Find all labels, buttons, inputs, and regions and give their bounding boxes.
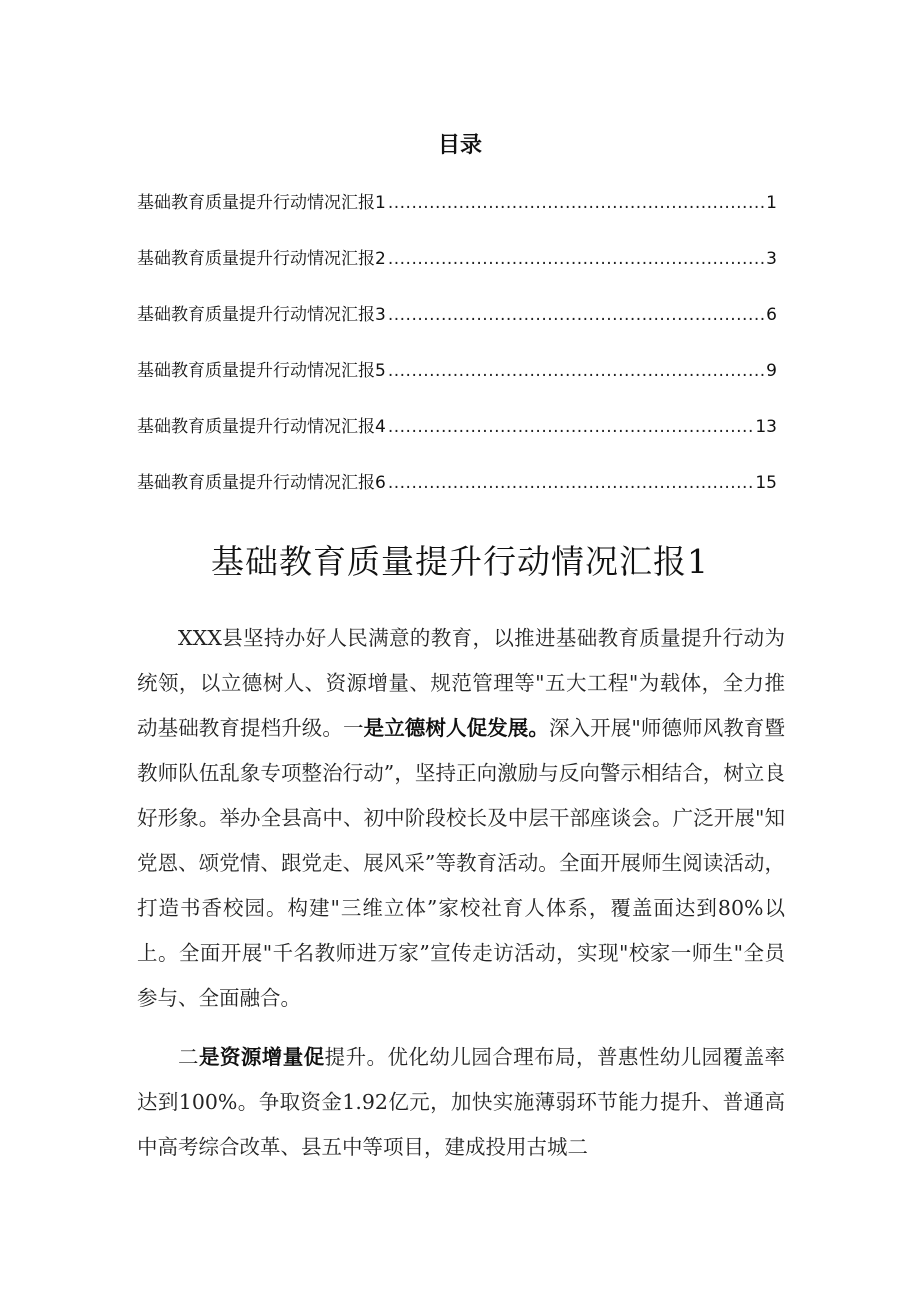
toc-leader-dots	[388, 410, 754, 444]
toc-entry[interactable]	[137, 354, 777, 410]
paragraph-text: 提升。优化幼儿园合理布局，普惠性幼儿园覆盖率达到100%。争取资金1.92亿元，加快实施薄弱环节能力提升、普通高中高考综合改革、县五中等项目，建成投用古城二	[137, 1045, 786, 1159]
toc-entry-title: 基础教育质量提升行动情况汇报2	[137, 249, 386, 269]
body-paragraph	[137, 1035, 785, 1170]
document-body	[137, 616, 785, 1184]
bold-subheading: 是立德树人促发展。	[363, 716, 549, 740]
toc-leader-dots	[388, 242, 764, 276]
bold-subheading: 是资源增量促	[198, 1045, 325, 1069]
toc-leader-dots	[388, 466, 754, 500]
toc-entry-title: 基础教育质量提升行动情况汇报6	[137, 473, 386, 493]
paragraph-text: XXX县坚持办好人民满意的教育，以推进基础教育质量提升行动为统领，以立德树人、资源增量、规范管理等"五大工程"为载体，全力推动基础教育提档升级。一	[137, 626, 785, 740]
toc-leader-dots	[388, 298, 764, 332]
toc-entry-page: 9	[766, 361, 777, 381]
paragraph-text: 深入开展"师德师风教育暨教师队伍乱象专项整治行动”，坚持正向激励与反向警示相结合，树立良好形象。举办全县高中、初中阶段校长及中层干部座谈会。广泛开展"知党恩、颂党情、跟党走、展风采”等教育活动。全面开展师生阅读活动，打造书香校园。构建"三维立体”家校社育人体系，覆盖面达到80%以上。全面开展"千名教师进万家”宣传走访活动，实现"校家一师生"全员参与、全面融合。	[137, 716, 785, 1010]
toc-entry-page: 1	[766, 193, 777, 213]
toc-list	[137, 186, 777, 522]
toc-entry-page: 6	[766, 305, 777, 325]
toc-entry[interactable]	[137, 298, 777, 354]
toc-entry[interactable]	[137, 466, 777, 522]
body-paragraph	[137, 616, 785, 1021]
toc-entry[interactable]	[137, 242, 777, 298]
document-title: 基础教育质量提升行动情况汇报1	[211, 542, 709, 581]
toc-entry-title: 基础教育质量提升行动情况汇报3	[137, 305, 386, 325]
toc-entry-page: 3	[766, 249, 777, 269]
toc-entry-title: 基础教育质量提升行动情况汇报1	[137, 193, 386, 213]
toc-leader-dots	[388, 354, 764, 388]
toc-entry[interactable]	[137, 410, 777, 466]
toc-leader-dots	[388, 186, 764, 220]
toc-entry[interactable]	[137, 186, 777, 242]
toc-entry-page: 15	[755, 473, 777, 493]
toc-entry-title: 基础教育质量提升行动情况汇报4	[137, 417, 386, 437]
toc-entry-page: 13	[755, 417, 777, 437]
toc-heading: 目录	[437, 133, 482, 158]
toc-entry-title: 基础教育质量提升行动情况汇报5	[137, 361, 386, 381]
paragraph-text: 二	[178, 1045, 199, 1069]
